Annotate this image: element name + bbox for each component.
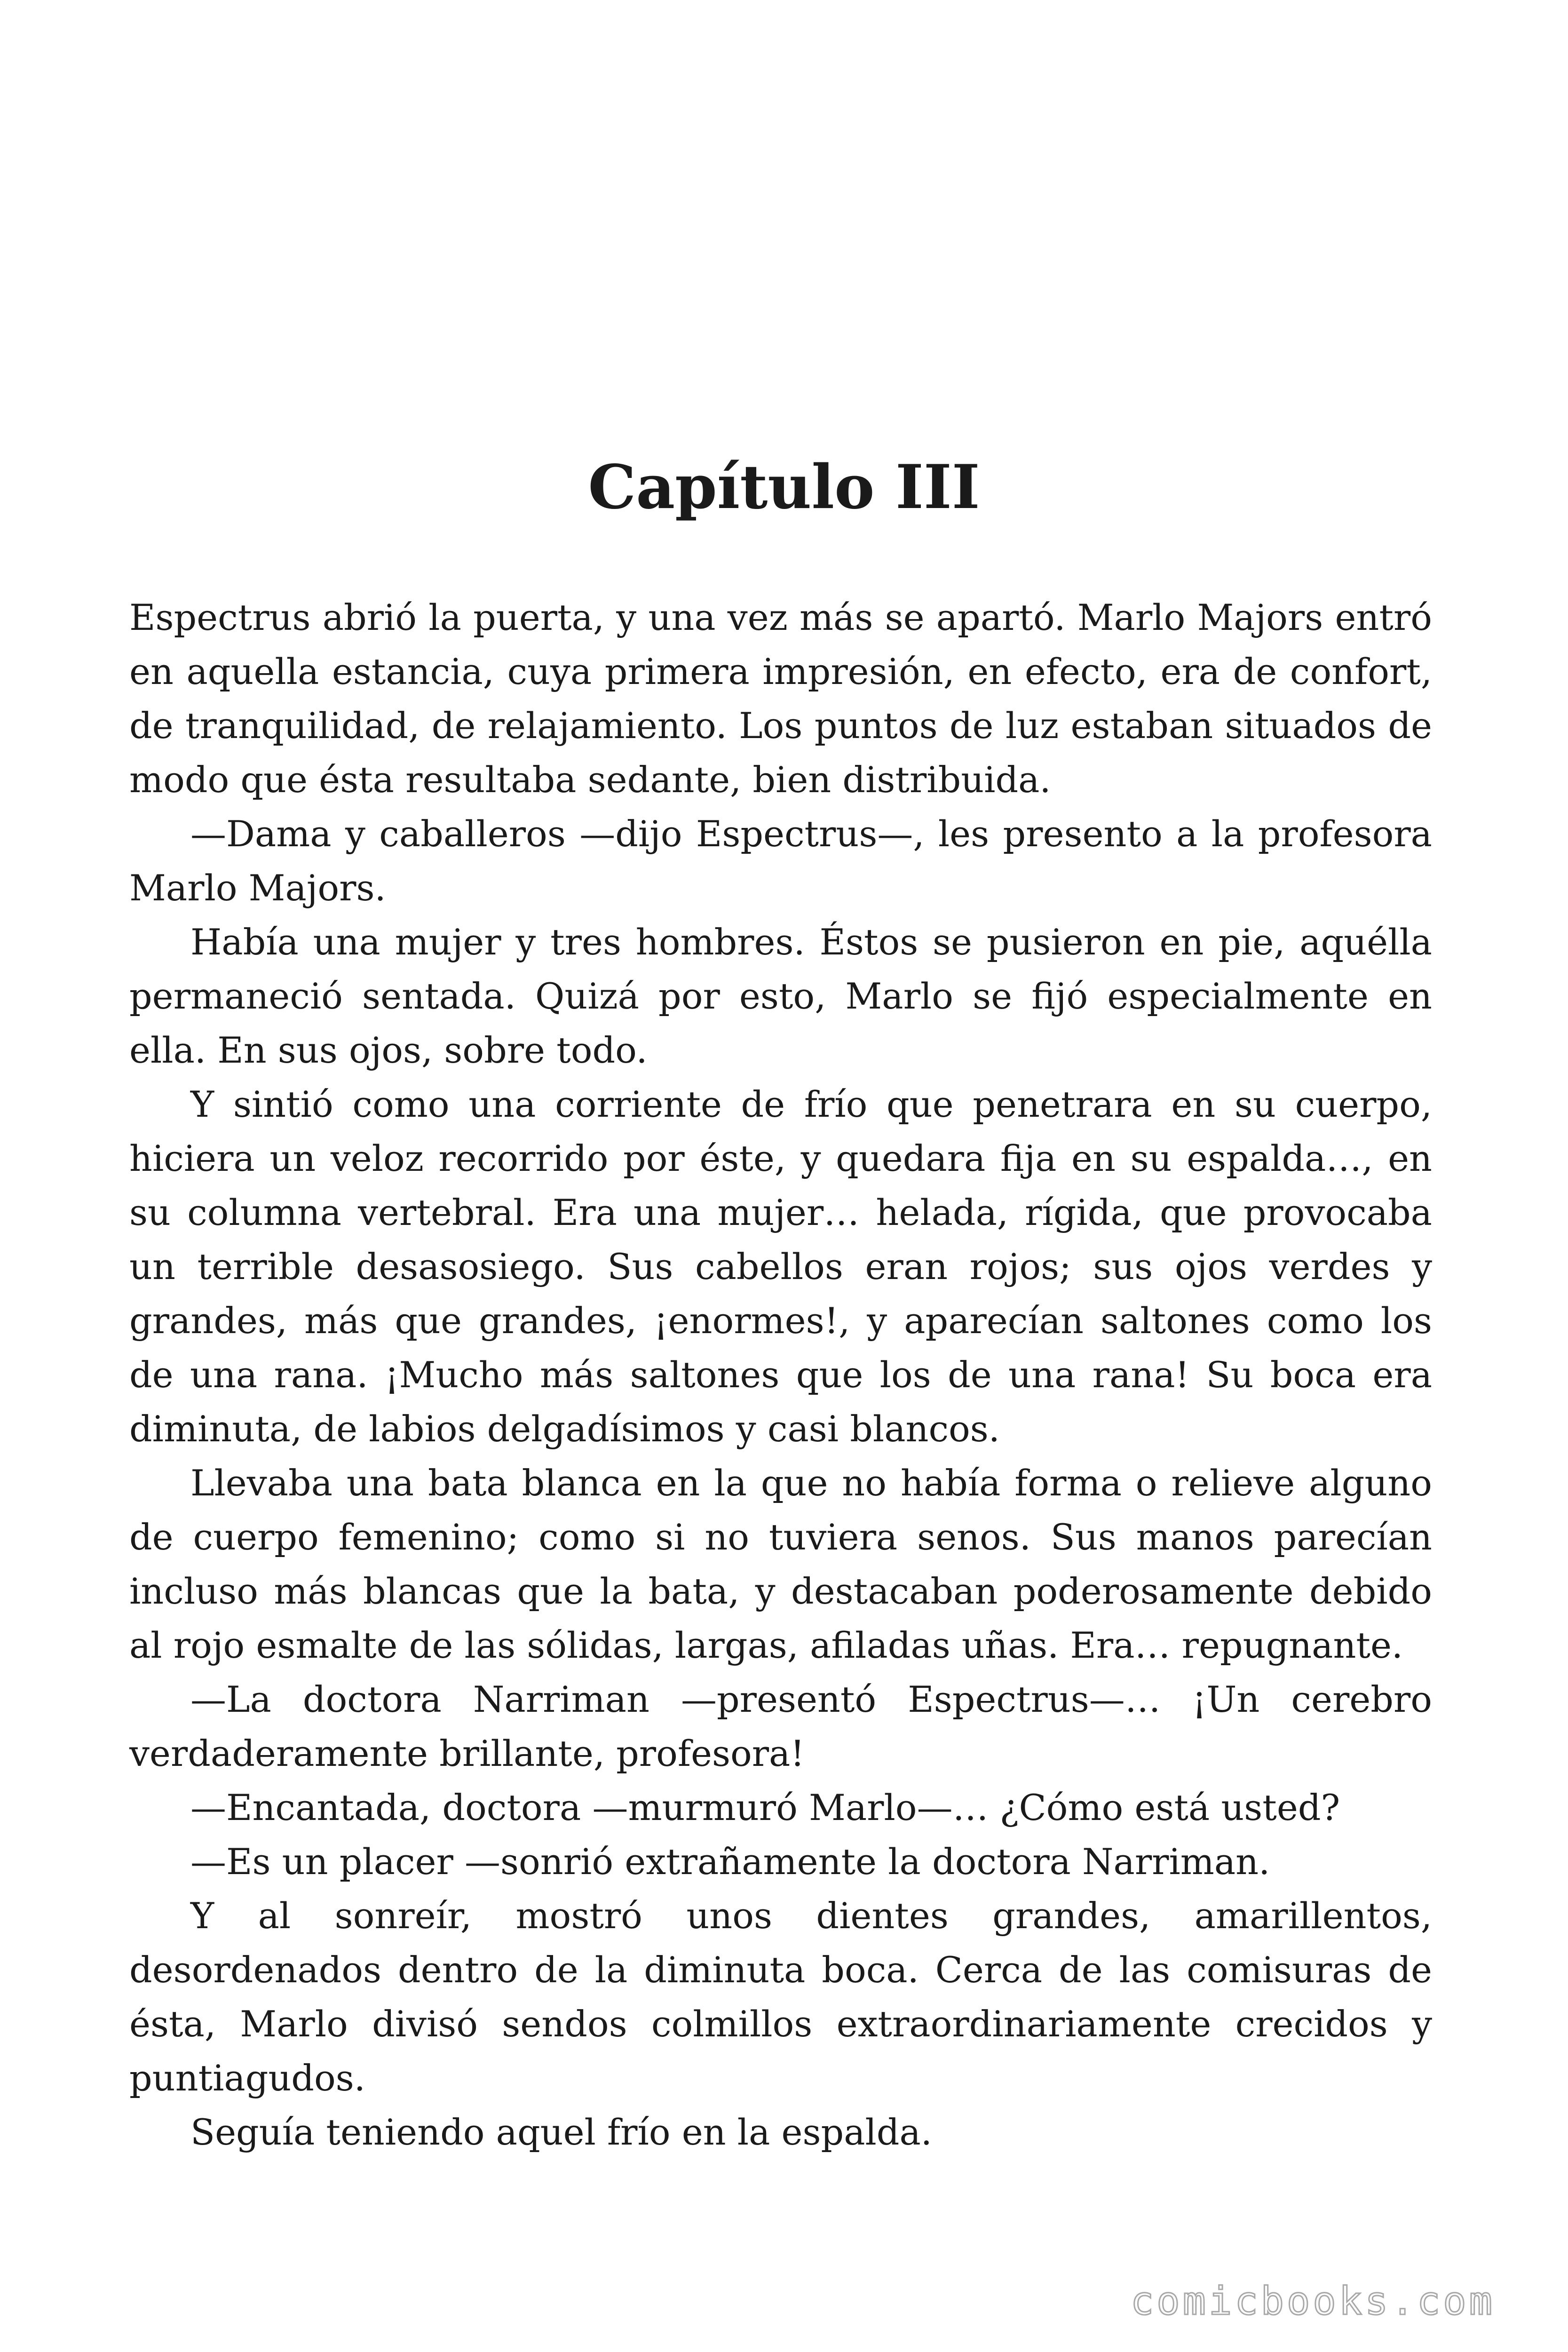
paragraph: —Es un placer —sonrió extrañamente la doctora Narriman. — [190, 1841, 1270, 1883]
paragraph: Llevaba una bata blanca en la que no había forma o relieve alguno de cuerpo femenino; como si no tuviera senos. Sus manos parecían incluso más blancas que la bata, y destacaban poderosamente debido al rojo esmalte de las sólidas, largas, afiladas uñas. Era… repugnante. — [129, 1462, 1432, 1666]
paragraph: Espectrus abrió la puerta, y una vez más se apartó. Marlo Majors entró en aquella estancia, cuya primera impresión, en efecto, era de confort, de tranquilidad, de relajamiento. Los puntos de luz estaban situados de modo que ésta resultaba sedante, bien distribuida. — [129, 596, 1432, 801]
watermark: comicbooks.com — [1130, 2279, 1495, 2324]
paragraph: Había una mujer y tres hombres. Éstos se pusieron en pie, aquélla permaneció sentada. Quizá por esto, Marlo se fijó especialmente en ella. En sus ojos, sobre todo. — [129, 921, 1432, 1071]
paragraph: —Dama y caballeros —dijo Espectrus—, les presento a la profesora Marlo Majors. — [129, 813, 1432, 909]
paragraph: Y al sonreír, mostró unos dientes grandes, amarillentos, desordenados dentro de la diminuta boca. Cerca de las comisuras de ésta, Marlo divisó sendos colmillos extraordinariamente crecidos y puntiagudos. — [129, 1895, 1432, 2099]
chapter-body — [129, 590, 1432, 2159]
paragraph: Seguía teniendo aquel frío en la espalda. — [190, 2111, 932, 2153]
paragraph: —La doctora Narriman —presentó Espectrus—… ¡Un cerebro verdaderamente brillante, profesora! — [129, 1678, 1432, 1774]
chapter-title: Capítulo III — [588, 452, 980, 523]
paragraph: Y sintió como una corriente de frío que penetrara en su cuerpo, hiciera un veloz recorrido por éste, y quedara fija en su espalda…, en su columna vertebral. Era una mujer… helada, rígida, que provocaba un terrible desasosiego. Sus cabellos eran rojos; sus ojos verdes y grandes, más que grandes, ¡enormes!, y aparecían saltones como los de una rana. ¡Mucho más saltones que los de una rana! Su boca era diminuta, de labios delgadísimos y casi blancos. — [129, 1083, 1432, 1450]
paragraph: —Encantada, doctora —murmuró Marlo—… ¿Cómo está usted? — [190, 1787, 1340, 1828]
